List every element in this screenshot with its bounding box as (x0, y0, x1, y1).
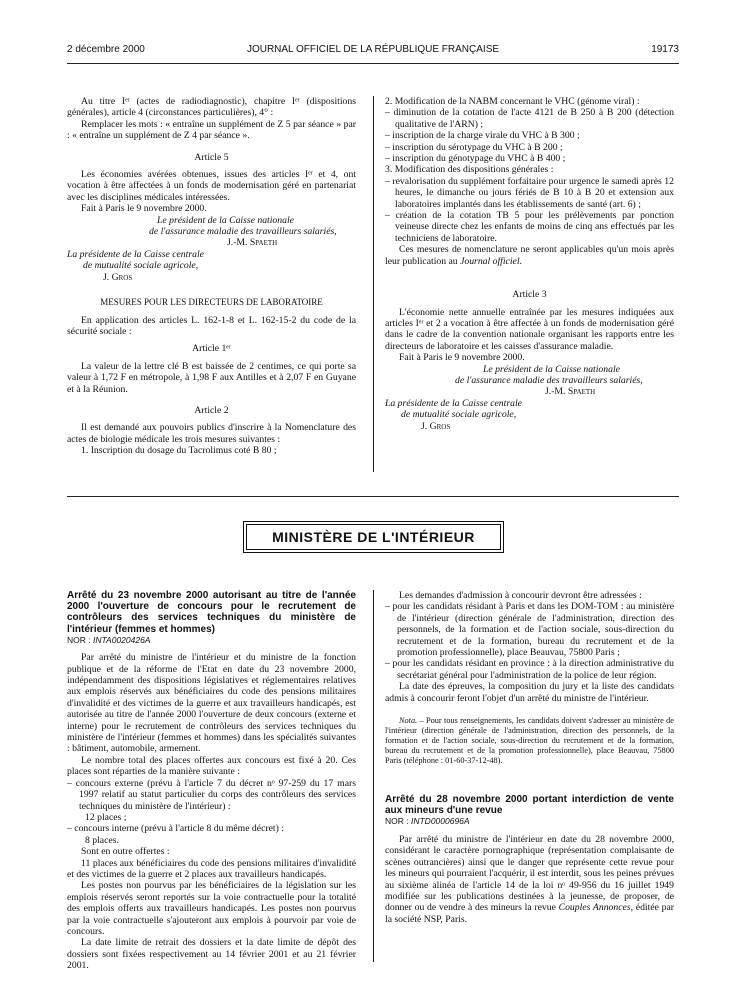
signature-title: La présidente de la Caisse centrale (385, 397, 522, 409)
nota-note: Nota. – Pour tous renseignements, les candidats doivent s'adresser au ministère de l'intérieur (direction générale de l'administration, direction des personnels, de la formation et de l'action sociale, sous-direction du recrutement et de la formation, bureau du recrutement et de la promotion professionnelle), place Beauvau, 75800 Paris (téléphone : 01-60-37-12-48). (385, 716, 674, 766)
signature-title: de mutualité sociale agricole, (83, 260, 199, 272)
section-heading: MESURES POUR LES DIRECTEURS DE LABORATOIRE (100, 297, 323, 308)
paragraph: Par arrêté du ministre de l'intérieur et du ministre de la fonction publique et de la réforme de l'Etat en date du 23 novembre 2000, indépendamment des dispositions législatives et réglementaires relatives aux emplois réservés aux bénéficiaires du code des pensions militaires d'invalidité et des victimes de la guerre et aux travailleurs handicapés, est autorisée au titre de l'année 2000 l'ouverture de deux concours (externe et interne) pour le recrutement de contrôleurs des services techniques du ministère de l'intérieur (femmes et hommes) dans les spécialités suivantes : bâtiment, automobile, armement. (67, 652, 356, 755)
decree-title: Arrêté du 28 novembre 2000 portant interdiction de vente aux mineurs d'une revue (385, 794, 674, 817)
article-heading: Article 1ᵉʳ (192, 343, 231, 355)
list-item: – concours externe (prévu à l'article 7 du décret nᵒ 97-259 du 17 mars 1997 relatif au statut particulier du corps des contrôleurs des services techniques du ministère de l'intérieur) : (67, 777, 356, 812)
fait-line: Fait à Paris le 9 novembre 2000. (399, 352, 525, 364)
list-item: – inscription du génotypage du VHC à B 400 ; (385, 153, 566, 165)
paragraph: Ces mesures de nomenclature ne seront applicables qu'un mois après leur publication au Journal officiel. (385, 244, 674, 267)
signature-name: J. Gros (103, 271, 133, 283)
list-item-detail: 12 places ; (85, 811, 127, 823)
paragraph: Les demandes d'admission à concourir devront être adressées : (399, 590, 642, 601)
paragraph: En application des articles L. 162-1-8 et L. 162-15-2 du code de la sécurité sociale : (67, 314, 356, 337)
section-rule (67, 496, 679, 497)
paragraph: L'économie nette annuelle entraînée par les mesures indiquées aux articles Iᵉʳ et 2 a vocation à être affectée à un fonds de modernisation géré dans le cadre de la convention nationale organisant les rapports entre les directeurs de laboratoire et les caisses d'assurance maladie. (385, 306, 674, 352)
header-date: 2 décembre 2000 (67, 44, 145, 55)
signature-title: Le président de la Caisse nationale (157, 214, 294, 226)
nor-code: INTA0020426A (92, 634, 151, 645)
signature-title: de l'assurance maladie des travailleurs salariés, (455, 374, 643, 386)
nor-reference: NOR : INTA0020426A (67, 634, 151, 645)
article-heading: Article 5 (194, 151, 229, 163)
list-item: – inscription du sérotypage du VHC à B 200 ; (385, 141, 563, 153)
paragraph: Les postes non pourvus par les bénéficiaires de la législation sur les emplois réservés seront reportés sur la voie contractuelle pour la totalité des emplois offerts aux travailleurs handicapés. Les postes non pourvus par la voie contractuelle s'ajouteront aux emplois à pourvoir par voie de concours. (67, 880, 356, 937)
revue-title: Couples Annonces (558, 902, 631, 914)
signature-title: Le président de la Caisse nationale (483, 363, 620, 375)
paragraph: Remplacer les mots : « entraîne un supplément de Z 5 par séance » par : « entraîne un supplément de Z 4 par séance ». (67, 118, 356, 142)
header-rule (67, 63, 679, 64)
signature-title: de mutualité sociale agricole, (401, 409, 517, 421)
column-divider (373, 590, 374, 962)
list-item: – concours interne (prévu à l'article 8 du même décret) : (67, 823, 284, 835)
signature-title: La présidente de la Caisse centrale (67, 248, 204, 260)
nor-code: INTD0000696A (410, 816, 470, 827)
list-item: – inscription de la charge virale du VHC à B 300 ; (385, 130, 580, 142)
list-item: – diminution de la cotation de l'acte 4121 de B 250 à B 200 (détection qualitative de l'ARN) ; (385, 107, 674, 130)
paragraph: Le nombre total des places offertes aux concours est fixé à 20. Ces places sont réparties de la manière suivante : (67, 754, 356, 778)
paragraph: 2. Modification de la NABM concernant le VHC (génome viral) : (385, 96, 640, 107)
signature-name: J.-M. Spaeth (227, 237, 278, 249)
paragraph: Il est demandé aux pouvoirs publics d'inscrire à la Nomenclature des actes de biologie médicale les trois mesures suivantes : (67, 422, 356, 445)
signature-name: J.-M. Spaeth (545, 386, 596, 398)
list-item: – revalorisation du supplément forfaitaire pour urgence le samedi après 12 heures, le dimanche ou jours fériés de B 10 à B 20 et extension aux laboratoires implantés dans les établissements de santé (art. 6) ; (385, 175, 674, 210)
paragraph: Par arrêté du ministre de l'intérieur en date du 28 novembre 2000, considérant le caractère pornographique (représentation complaisante de scènes outrancières) ainsi que le danger que représente cette revue pour les mineurs qui pourraient l'acquérir, il est interdit, sous les peines prévues au sixième alinéa de l'article 14 de la loi nᵒ 49-956 du 16 juillet 1949 modifiée sur les publications destinées à la jeunesse, de proposer, de donner ou de vendre à des mineurs la revue Couples Annonces, éditée par la société NSP, Paris. (385, 833, 674, 925)
ministry-heading: MINISTÈRE DE L'INTÉRIEUR (246, 524, 501, 550)
signature-name: J. Gros (421, 420, 451, 432)
list-item-detail: 8 places. (85, 834, 119, 846)
paragraph: 11 places aux bénéficiaires du code des pensions militaires d'invalidité et des victimes de la guerre et 2 places aux travailleurs handicapés. (67, 857, 356, 880)
journal-officiel-ref: Journal officiel (460, 255, 520, 267)
column-divider (373, 96, 374, 472)
article-heading: Article 2 (194, 404, 229, 416)
nor-reference: NOR : INTD0000696A (385, 816, 470, 827)
list-item: – pour les candidats résidant en province : à la direction administrative du secrétariat général pour l'administration de la police de leur région. (385, 658, 674, 681)
bottom-left-column (67, 590, 356, 972)
list-item: – pour les candidats résidant à Paris et dans les DOM-TOM : au ministère de l'intérieur (direction générale de l'administration, direction des personnels, de la formation et de l'action sociale, sous-direction du recrutement et de la formation, bureau du recrutement et de la promotion professionnelle), place Beauvau, 75800 Paris ; (385, 601, 674, 659)
bottom-right-column (385, 590, 674, 925)
signature-title: de l'assurance maladie des travailleurs salariés, (149, 226, 337, 238)
decree-title: Arrêté du 23 novembre 2000 autorisant au titre de l'année 2000 l'ouverture de concours pour le recrutement de contrôleurs des services techniques du ministère de l'intérieur (femmes et hommes) (67, 590, 356, 635)
top-right-column (385, 96, 674, 432)
article-heading: Article 3 (512, 289, 547, 301)
paragraph: 1. Inscription du dosage du Tacrolimus coté B 80 ; (81, 445, 277, 457)
paragraph: 3. Modification des dispositions générales : (385, 164, 554, 176)
header-page-number: 19173 (651, 44, 679, 55)
page-header (67, 44, 679, 58)
nota-label: Nota. – (399, 716, 424, 726)
top-left-column (67, 96, 356, 457)
fait-line: Fait à Paris le 9 novembre 2000. (81, 203, 207, 215)
header-journal-title: JOURNAL OFFICIEL DE LA RÉPUBLIQUE FRANÇAISE (246, 44, 500, 55)
paragraph: La valeur de la lettre clé B est baissée de 2 centimes, ce qui porte sa valeur à 1,72 F en métropole, à 1,98 F aux Antilles et à 2,07 F en Guyane et à la Réunion. (67, 360, 356, 395)
list-item: – création de la cotation TB 5 pour les prélèvements par ponction veineuse directe chez les enfants de moins de cinq ans effectués par les techniciens de laboratoire. (385, 210, 674, 244)
paragraph: Les économies avérées obtenues, issues des articles Iᵉʳ et 4, ont vocation à être affectées à un fonds de modernisation géré en partenariat avec les disciplines médicales intéressées. (67, 169, 356, 203)
paragraph: La date limite de retrait des dossiers et la date limite de dépôt des dossiers sont fixées respectivement au 14 février 2001 et au 21 février 2001. (67, 937, 356, 972)
paragraph: Sont en outre offertes : (81, 846, 170, 858)
paragraph: Au titre Iᵉʳ (actes de radiodiagnostic), chapitre Iᵉʳ (dispositions générales), article 4 (circonstances particulières), 4° : (67, 96, 356, 119)
paragraph: La date des épreuves, la composition du jury et la liste des candidats admis à concourir feront l'objet d'un arrêté du ministre de l'intérieur. (385, 681, 674, 704)
